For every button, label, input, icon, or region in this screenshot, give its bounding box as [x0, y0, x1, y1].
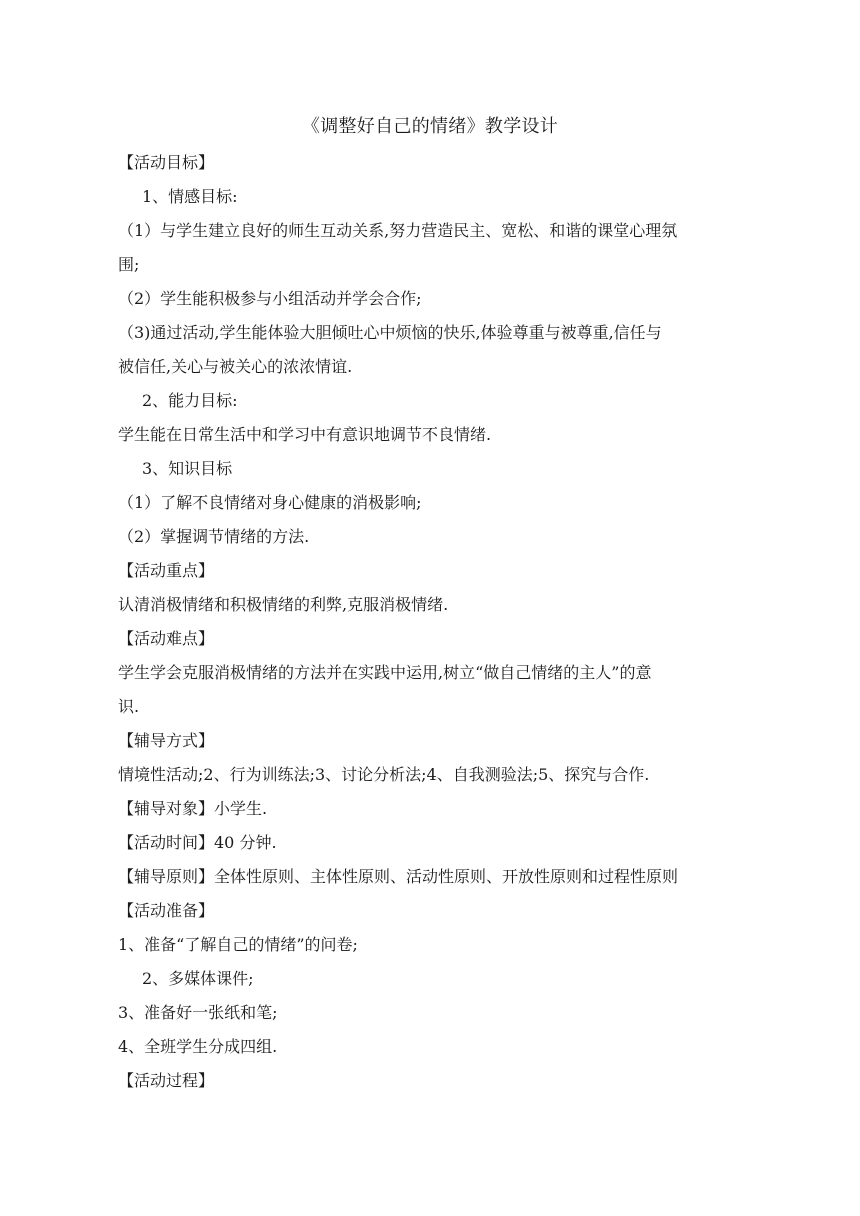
paragraph-line: （3)通过活动,学生能体验大胆倾吐心中烦恼的快乐,体验尊重与被尊重,信任与 — [118, 323, 662, 342]
paragraph-line: （1）与学生建立良好的师生互动关系,努力营造民主、宽松、和谐的课堂心理氛 — [118, 221, 678, 240]
paragraph-line: 认清消极情绪和积极情绪的利弊,克服消极情绪. — [118, 595, 449, 614]
paragraph-line: 识. — [118, 697, 140, 716]
section-heading-activity-goals: 【活动目标】 — [118, 153, 215, 172]
subheading-emotional-goals: 1、情感目标: — [142, 187, 238, 206]
paragraph-line: 被信任,关心与被关心的浓浓情谊. — [118, 357, 353, 376]
paragraph-line: （2）学生能积极参与小组活动并学会合作; — [118, 289, 422, 308]
section-heading-activity-time: 【活动时间】40 分钟. — [118, 833, 277, 852]
list-item: 3、准备好一张纸和笔; — [118, 1003, 278, 1022]
section-heading-guidance-principles: 【辅导原则】全体性原则、主体性原则、活动性原则、开放性原则和过程性原则 — [118, 867, 679, 886]
list-item: 1、准备“了解自己的情绪”的问卷; — [118, 935, 358, 954]
section-heading-difficulties: 【活动难点】 — [118, 629, 215, 648]
paragraph-line: 围; — [118, 255, 140, 274]
section-heading-activity-process: 【活动过程】 — [118, 1071, 215, 1090]
document-body — [118, 146, 746, 1098]
section-heading-guidance-target: 【辅导对象】小学生. — [118, 799, 268, 818]
list-item: 4、全班学生分成四组. — [118, 1037, 278, 1056]
paragraph-line: 情境性活动;2、行为训练法;3、讨论分析法;4、自我测验法;5、探究与合作. — [118, 765, 650, 784]
subheading-ability-goals: 2、能力目标: — [142, 391, 238, 410]
document-title: 《调整好自己的情绪》教学设计 — [301, 116, 559, 137]
section-heading-activity-preparation: 【活动准备】 — [118, 901, 215, 920]
paragraph-line: （1）了解不良情绪对身心健康的消极影响; — [118, 493, 422, 512]
section-heading-guidance-method: 【辅导方式】 — [118, 731, 215, 750]
paragraph-line: 学生能在日常生活中和学习中有意识地调节不良情绪. — [118, 425, 492, 444]
section-heading-key-points: 【活动重点】 — [118, 561, 215, 580]
paragraph-line: 学生学会克服消极情绪的方法并在实践中运用,树立“做自己情绪的主人”的意 — [118, 663, 652, 682]
list-item: 2、多媒体课件; — [142, 969, 254, 988]
subheading-knowledge-goals: 3、知识目标 — [142, 459, 233, 478]
paragraph-line: （2）掌握调节情绪的方法. — [118, 527, 310, 546]
